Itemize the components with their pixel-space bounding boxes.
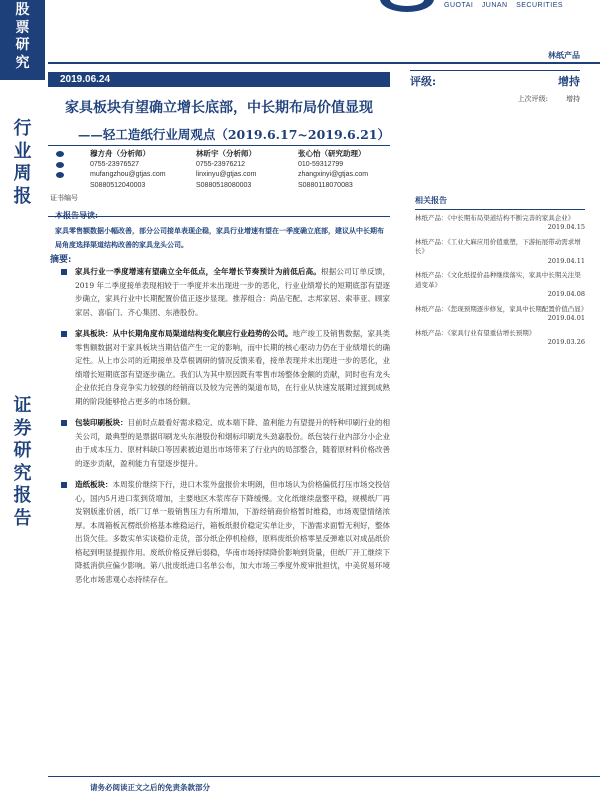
related-reports-title: 相关报告: [415, 196, 585, 210]
disclaimer-footer: 请务必阅读正文之后的免责条款部分: [90, 783, 210, 792]
analyst-2: 林昕宇（分析师） 0755-23976212 linxinyu@gtjas.com S0880518080003: [196, 149, 257, 189]
certificate-label: 证书编号: [50, 194, 78, 202]
related-report-item[interactable]: 林纸产品：《文化纸提价品种继续落实，家具中长期关注渠道变革》 2019.04.08: [415, 271, 585, 298]
sidebar-top-text: 股 票 研 究: [15, 2, 30, 71]
analyst-3: 张心怡（研究助理） 010-59312799 zhangxinyi@gtjas.com S0880118070083: [298, 149, 369, 189]
related-report-item[interactable]: 林纸产品：《中长期布局渠道结构不断完善的家具企业》 2019.04.15: [415, 213, 585, 231]
logo-text: GUOTAI JUNAN SECURITIES: [444, 2, 564, 9]
logo-emblem-icon: [380, 0, 434, 12]
previous-rating-value: 增持: [566, 95, 580, 103]
rating-panel: [410, 70, 580, 104]
summary-item: 造纸板块：本周浆价继续下行，进口木浆外盘报价未明朗，但市场认为价格偏低打压市场交投信心，国内5月进口浆到货增加，主要地区木浆库存下降缓慢。文化纸继续盘整平稳，规模纸厂再发钢版涨价函，纸厂订单一般销售压力有所增加，下游经销商价格暂时维稳，市场观望情绪浓厚。本周箱板瓦楞纸价格基本维稳运行，箱板纸报价稳定实单让步，下游需求面暂无利好，整体出货欠佳。多数实单实谈稳价走货，部分纸企停机检修，原料废纸价格零星反弹难以对成品纸价格起到明显提振作用。废纸价格反弹后弱稳，华南市场持续降价影响到货量，但纸厂开工继续下降抵消供应偏少影响。第八批废纸进口名单公布，加大市场三季度外废审批担忧，中美贸易环境恶化市场悲观心态持续存在。: [55, 478, 390, 586]
report-subtitle: ——轻工造纸行业周观点（2019.6.17~2019.6.21）: [77, 127, 390, 142]
footer-divider: [48, 776, 600, 777]
summary-item: 家具行业一季度增速有望确立全年低点，全年增长节奏预计为前低后高。根据公司订单反馈，2019 年二季度接单表现相较于一季度并未出现进一步的恶化，行业业绩增长的短期底部有望逐步确立，家具行业中长期配置价值正逐步显现。推荐组合：尚品宅配、志邦家居、索菲亚、顾家家居、喜临门、齐心集团、东港股份。: [55, 265, 390, 319]
analyst-1: 穆方舟（分析师） 0755-23976527 mufangzhou@gtjas.com S0880512040003: [90, 149, 166, 189]
previous-rating-label: 上次评级:: [517, 95, 548, 103]
related-report-item[interactable]: 林纸产品：《工业大麻应用价值重塑，下游拓展带动需求增长》 2019.04.11: [415, 237, 585, 265]
rating-label: 评级:: [410, 75, 437, 88]
company-logo: [380, 0, 600, 18]
related-report-item[interactable]: 林纸产品：《家具行业有望重估增长预期》 2019.03.26: [415, 328, 585, 346]
related-reports: [415, 195, 588, 353]
summary-list: [55, 265, 390, 594]
contact-icons: [56, 151, 66, 183]
header-divider: [48, 62, 600, 64]
rating-value: 增持: [558, 75, 580, 88]
report-date: 2019.06.24: [48, 72, 390, 87]
person-icon: [56, 151, 64, 157]
analyst-block: [48, 145, 390, 217]
guide-text: 家具零售额数据小幅改善，部分公司接单表现企稳，家具行业增速有望在一季度确立底部，建议从中长期布局角度选择渠道结构改善的家具龙头公司。: [55, 226, 384, 249]
report-title: 家具板块有望确立增长底部，中长期布局价值显现: [65, 100, 373, 116]
summary-heading: 摘要:: [50, 255, 72, 265]
product-category-label: 林纸产品: [548, 50, 580, 60]
related-report-item[interactable]: 林纸产品：《您现预期逐步修复，家具中长期配置价值凸显》 2019.04.01: [415, 304, 588, 322]
summary-item: 包装印刷板块：目前时点最看好需求稳定、成本端下降、盈利能力有望提升的特种印刷行业的相关公司，最典型的是票据印刷龙头东港股份和烟标印刷龙头劲嘉股份。纸包装行业内部分小企业由于成本压力、原材料缺口等因素被迫退出市场带来了行业内的局部整合，随着原材料价格改善的逐步贡献，盈利能力有望逐步提升。: [55, 416, 390, 470]
phone-icon: [56, 162, 64, 168]
summary-item: 家具板块：从中长期角度布局渠道结构变化顺应行业趋势的公司。地产竣工及销售数据，家具类零售额数据对于家具板块当期估值产生一定的影响，而中长期的核心驱动力仍在于业绩增长的确定性。从上市公司的近期接单及草根调研的情况反馈来看，接单表现并未出现进一步的恶化，业绩增长短期底部有望逐步确立。我们认为其中原因既有零售市场整体金额的贡献，同时也有龙头企业依托自身竞争实力较强的经销商以及较为完善的渠道布局，在行业从快速发展期过渡到成熟期的阶段能够抢占更多的市场份额。: [55, 327, 390, 408]
guide-heading: 本报告导读:: [55, 210, 98, 220]
email-icon: [56, 172, 64, 178]
sidebar-report-category: 证 券 研 究 报 告: [13, 395, 32, 529]
sidebar-report-type: 行 业 周 报: [13, 118, 32, 207]
